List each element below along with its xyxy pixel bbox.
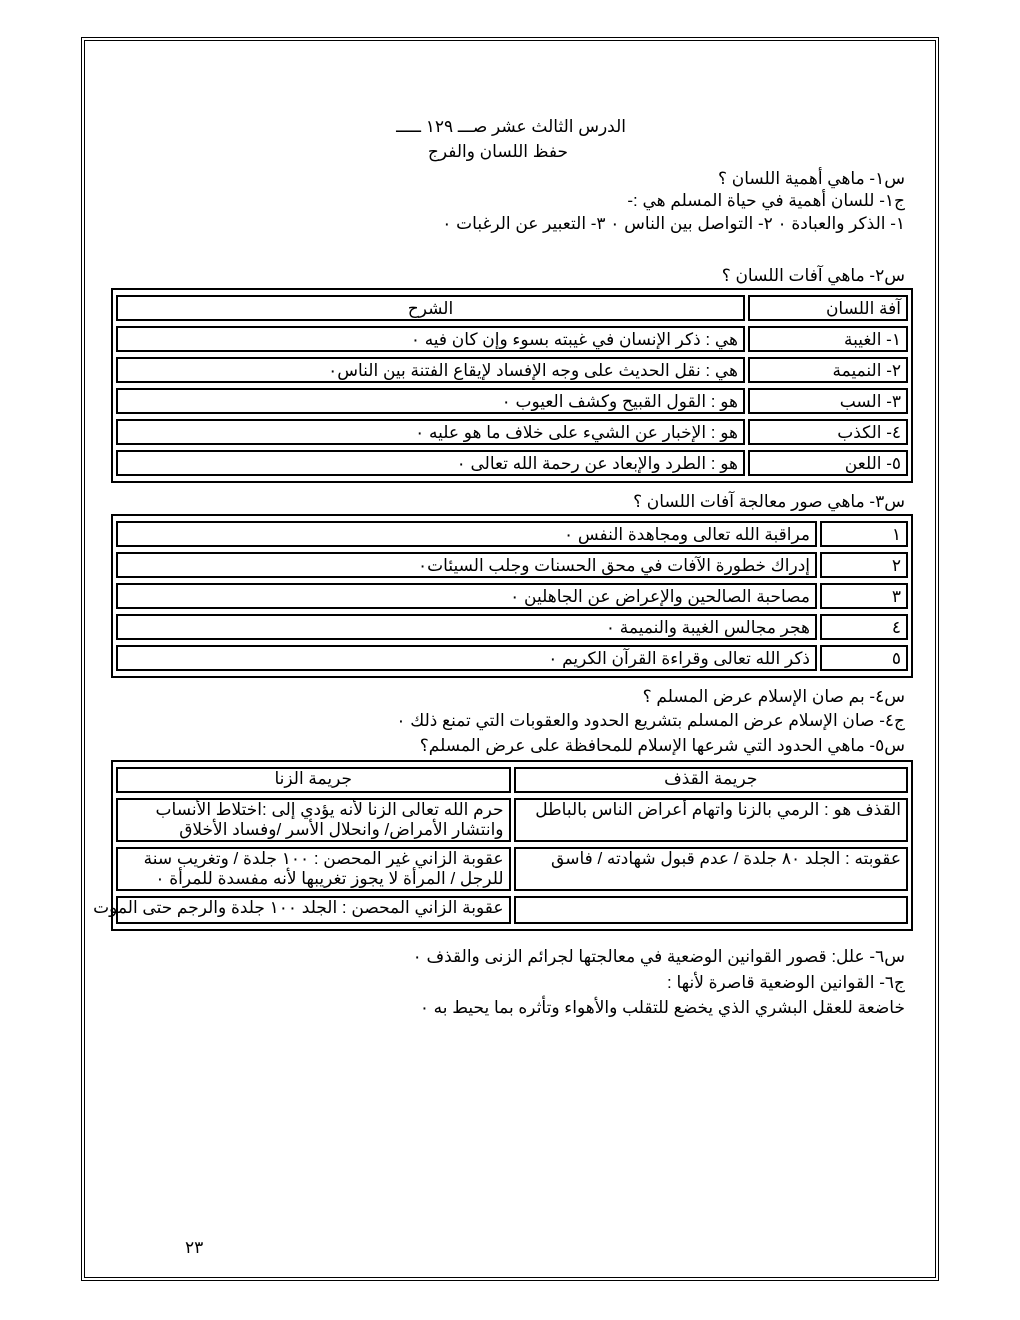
header-cell: جريمة الزنا	[116, 767, 511, 793]
table-cell: ٣	[820, 583, 908, 609]
table-cell: إدراك خطورة الآفات في محق الحسنات وجلب السيئات٠	[116, 552, 817, 578]
table-cell: مصاحبة الصالحين والإعراض عن الجاهلين ٠	[116, 583, 817, 609]
lesson-title: حفظ اللسان والفرج	[427, 142, 568, 161]
table-cell: هي : نقل الحديث على وجه الإفساد لإيقاع الفتنة بين الناس٠	[116, 357, 745, 383]
table-row	[116, 388, 908, 414]
header-cell: آفة اللسان	[748, 295, 908, 321]
table-row	[116, 614, 908, 640]
table-row	[116, 896, 908, 924]
table-cell: ٥- اللعن	[748, 450, 908, 476]
table-cell: ٢- النميمة	[748, 357, 908, 383]
table-row	[116, 847, 908, 891]
table-cell: مراقبة الله تعالى ومجاهدة النفس ٠	[116, 521, 817, 547]
q4-question: س٤- بم صان الإسلام عرض المسلم ؟	[642, 687, 905, 706]
table-cell: ١- الغيبة	[748, 326, 908, 352]
q2-question: س٢- ماهي آفات اللسان ؟	[721, 266, 905, 285]
table-cell: ٤	[820, 614, 908, 640]
q3-question: س٣- ماهي صور معالجة آفات اللسان ؟	[633, 492, 905, 511]
table-row	[116, 798, 908, 842]
q1-points: ١- الذكر والعبادة ٠ ٢- التواصل بين الناس ٠ ٣- التعبير عن الرغبات ٠	[442, 214, 905, 233]
table-cell: ١	[820, 521, 908, 547]
table-cell: هو : الطرد والإبعاد عن رحمة الله تعالى ٠	[116, 450, 745, 476]
table-row	[116, 450, 908, 476]
table-cell: ذكر الله تعالى وقراءة القرآن الكريم ٠	[116, 645, 817, 671]
table-cell: هجر مجالس الغيبة والنميمة ٠	[116, 614, 817, 640]
table-cell: عقوبة الزاني المحصن : الجلد ١٠٠ جلدة والرجم حتى الموت	[116, 896, 511, 924]
table-cell: ٥	[820, 645, 908, 671]
q4-answer: ج٤- صان الإسلام عرض المسلم بتشريع الحدود والعقوبات التي تمنع ذلك ٠	[396, 711, 905, 730]
header-cell: جريمة القذف	[514, 767, 909, 793]
table-row	[116, 521, 908, 547]
q6-answer: ج٦- القوانين الوضعية قاصرة لأنها :	[667, 973, 905, 992]
table-row	[116, 326, 908, 352]
table-cell: القذف هو : الرمي بالزنا واتهام أعراض الناس بالباطل	[514, 798, 909, 842]
table-row	[116, 419, 908, 445]
table-row	[116, 645, 908, 671]
table-row	[116, 583, 908, 609]
q1-answer: ج١- للسان أهمية في حياة المسلم هي :-	[627, 191, 905, 210]
table-row	[116, 357, 908, 383]
table-cell: حرم الله تعالى الزنا لأنه يؤدي إلى :اختلاط الأنساب وانتشار الأمراض/ وانحلال الأسر /وفساد الأخلاق	[116, 798, 511, 842]
penalties-table	[93, 760, 913, 931]
q6-question: س٦- علل: قصور القوانين الوضعية في معالجتها لجرائم الزنى والقذف ٠	[412, 947, 905, 966]
table-cell: هو : الإخبار عن الشيء على خلاف ما هو عليه ٠	[116, 419, 745, 445]
table-row	[116, 552, 908, 578]
table-cell	[514, 896, 909, 924]
table-cell: ٢	[820, 552, 908, 578]
header-cell: الشرح	[116, 295, 745, 321]
page-number: ٢٣	[185, 1238, 204, 1257]
table-cell: هو : القول القبيح وكشف العيوب ٠	[116, 388, 745, 414]
table-cell: ٤- الكذب	[748, 419, 908, 445]
table-cell: هي : ذكر الإنسان في غيبته بسوء وإن كان فيه ٠	[116, 326, 745, 352]
table-cell: ٣- السب	[748, 388, 908, 414]
table-cell: عقوبة الزاني غير المحصن : ١٠٠ جلدة / وتغريب سنة للرجل / المرأة لا يجوز تغريبها لأنه مفسدة للمرأة ٠	[116, 847, 511, 891]
q1-question: س١- ماهي أهمية اللسان ؟	[717, 169, 905, 188]
q6-detail: خاضعة للعقل البشري الذي يخضع للتقلب والأهواء وتأثره بما يحيط به ٠	[419, 998, 905, 1017]
table-cell: عقوبته : الجلد ٨٠ جلدة / عدم قبول شهادته / فاسق	[514, 847, 909, 891]
q5-question: س٥- ماهي الحدود التي شرعها الإسلام للمحافظة على عرض المسلم؟	[419, 736, 905, 755]
table-header-row	[116, 767, 908, 793]
remedies-table	[111, 514, 913, 678]
lesson-heading: الدرس الثالث عشر صـــ ١٢٩ ـــــ	[396, 117, 626, 136]
table-header-row	[116, 295, 908, 321]
tongue-ills-table	[111, 288, 913, 483]
